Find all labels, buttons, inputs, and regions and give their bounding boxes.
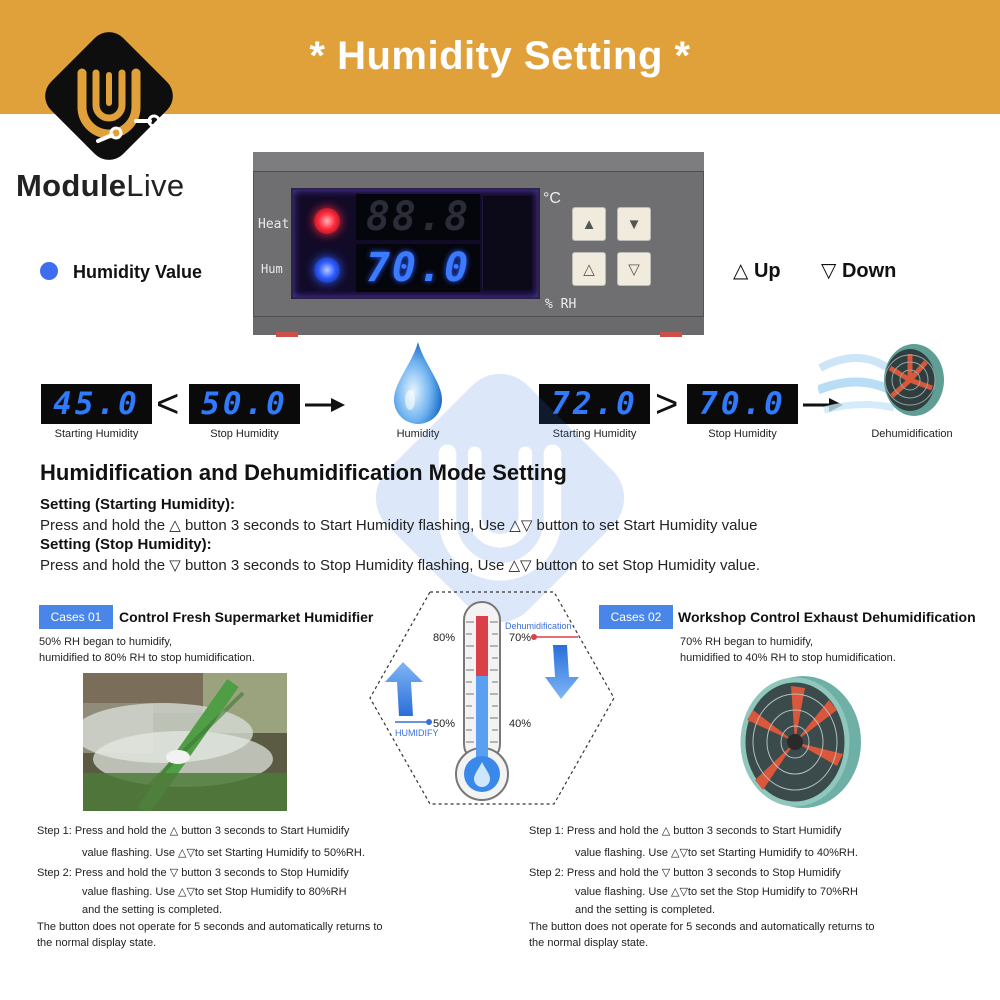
device-up-set-button[interactable]	[572, 207, 606, 241]
dehumidify-marker	[528, 632, 580, 642]
stop-humidity-caption-right: Stop Humidity	[708, 428, 777, 440]
thermo-label-50: 50%	[433, 718, 456, 730]
case-02-step2-line1: Step 2: Press and hold the ▽ button 3 seconds to Stop Humidify	[529, 867, 841, 879]
brand-name: ModuleLive	[16, 168, 185, 203]
stop-humidity-display-left: 50.0	[189, 384, 300, 424]
display-segment-strip	[482, 196, 532, 290]
mode-heading: Humidification and Dehumidification Mode Setting	[40, 460, 567, 485]
arrow-up-curved-icon	[383, 660, 425, 718]
case-01-step1-line1: Step 1: Press and hold the △ button 3 seconds to Start Humidify	[37, 825, 350, 837]
hum-indicator-led	[314, 257, 340, 283]
start-humidity-caption-right: Starting Humidity	[552, 428, 637, 440]
rh-unit: % RH	[545, 297, 577, 312]
device-up-button[interactable]	[572, 252, 606, 286]
case-02-step2-line3: and the setting is completed.	[575, 904, 716, 916]
arrow-right-icon	[303, 396, 347, 414]
case-02-desc-line1: 70% RH began to humidify,	[680, 636, 814, 648]
device-bottom-edge	[253, 316, 704, 335]
case-01-title: Control Fresh Supermarket Humidifier	[119, 609, 374, 625]
case-02-step2-line2: value flashing. Use △▽to set the Stop Humidify to 70%RH	[575, 886, 858, 898]
temperature-display: 88.8	[356, 194, 480, 240]
exhaust-fan-photo	[733, 672, 863, 812]
start-humidity-caption-left: Starting Humidity	[54, 428, 139, 440]
triangle-down-outline-icon: ▽	[628, 261, 640, 278]
case-02-note-line2: the normal display state.	[529, 937, 649, 949]
triangle-down-filled-icon: ▼	[626, 215, 642, 233]
dehumidification-thermo-label: Dehumidification	[505, 621, 572, 631]
humidity-display: 70.0	[356, 244, 480, 292]
case-02-step1-line2: value flashing. Use △▽to set Starting Humidify to 40%RH.	[575, 847, 858, 859]
less-than-operator: <	[156, 382, 180, 426]
triangle-up-filled-icon: ▲	[581, 215, 597, 233]
stop-humidity-caption-left: Stop Humidity	[210, 428, 279, 440]
humidify-marker	[395, 717, 435, 727]
hum-label: Hum	[261, 262, 283, 276]
start-humidity-display-right: 72.0	[539, 384, 650, 424]
case-02-desc-line2: humidified to 40% RH to stop humidification.	[680, 652, 896, 664]
down-legend: ▽ Down	[821, 260, 897, 282]
case-01-step1-line2: value flashing. Use △▽to set Starting Humidify to 50%RH.	[82, 847, 365, 859]
case-01-step2-line1: Step 2: Press and hold the ▽ button 3 seconds to Stop Humidify	[37, 867, 349, 879]
dehumidification-caption: Dehumidification	[871, 428, 953, 440]
device-foot-left	[276, 332, 298, 337]
start-setting-text: Press and hold the △ button 3 seconds to Start Humidity flashing, Use △▽ button to set Start Humidity value	[40, 517, 758, 534]
up-legend: △ Up	[733, 260, 781, 282]
device-top-edge	[253, 152, 704, 172]
stop-setting-text: Press and hold the ▽ button 3 seconds to Stop Humidity flashing, Use △▽ button to set Stop Humidity value.	[40, 557, 760, 574]
case-01-desc-line1: 50% RH began to humidify,	[39, 636, 173, 648]
case-01-step2-line2: value flashing. Use △▽to set Stop Humidify to 80%RH	[82, 886, 347, 898]
case-01-tag: Cases 01	[39, 605, 113, 629]
blue-dot-icon	[40, 262, 58, 280]
heat-indicator-led	[314, 208, 340, 234]
humidify-thermo-label: HUMIDIFY	[395, 728, 439, 738]
down-triangle-icon: ▽	[821, 260, 837, 282]
case-02-title: Workshop Control Exhaust Dehumidification	[678, 609, 976, 625]
humidity-caption: Humidity	[396, 428, 440, 440]
heat-label: Heat	[258, 217, 290, 232]
arrow-down-curved-icon	[543, 643, 581, 701]
device-down-set-button[interactable]	[617, 207, 651, 241]
thermo-label-80: 80%	[433, 632, 456, 644]
device-down-button[interactable]	[617, 252, 651, 286]
supermarket-humidifier-photo	[83, 673, 287, 811]
stop-setting-subheading: Setting (Stop Humidity):	[40, 536, 212, 553]
case-01-desc-line2: humidified to 80% RH to stop humidification.	[39, 652, 255, 664]
exhaust-fan-icon	[818, 338, 950, 428]
modulelive-logo-icon	[38, 25, 180, 167]
case-01-step2-line3: and the setting is completed.	[82, 904, 223, 916]
case-02-note-line1: The button does not operate for 5 seconds and automatically returns to	[529, 921, 875, 933]
thermo-label-40: 40%	[509, 718, 532, 730]
greater-than-operator: >	[655, 382, 679, 426]
case-02-step1-line1: Step 1: Press and hold the △ button 3 seconds to Start Humidify	[529, 825, 842, 837]
case-01-note-line2: the normal display state.	[37, 937, 157, 949]
start-humidity-display-left: 45.0	[41, 384, 152, 424]
triangle-up-outline-icon: △	[583, 261, 595, 278]
up-triangle-icon: △	[733, 260, 749, 282]
start-setting-subheading: Setting (Starting Humidity):	[40, 496, 235, 513]
device-foot-right	[660, 332, 682, 337]
stop-humidity-display-right: 70.0	[687, 384, 798, 424]
thermo-label-70: 70%	[509, 632, 532, 644]
humidity-value-legend: Humidity Value	[73, 262, 203, 282]
case-01-note-line1: The button does not operate for 5 seconds and automatically returns to	[37, 921, 383, 933]
case-02-tag: Cases 02	[599, 605, 673, 629]
page-title: * Humidity Setting *	[309, 34, 691, 78]
celsius-unit: °C	[543, 190, 561, 207]
